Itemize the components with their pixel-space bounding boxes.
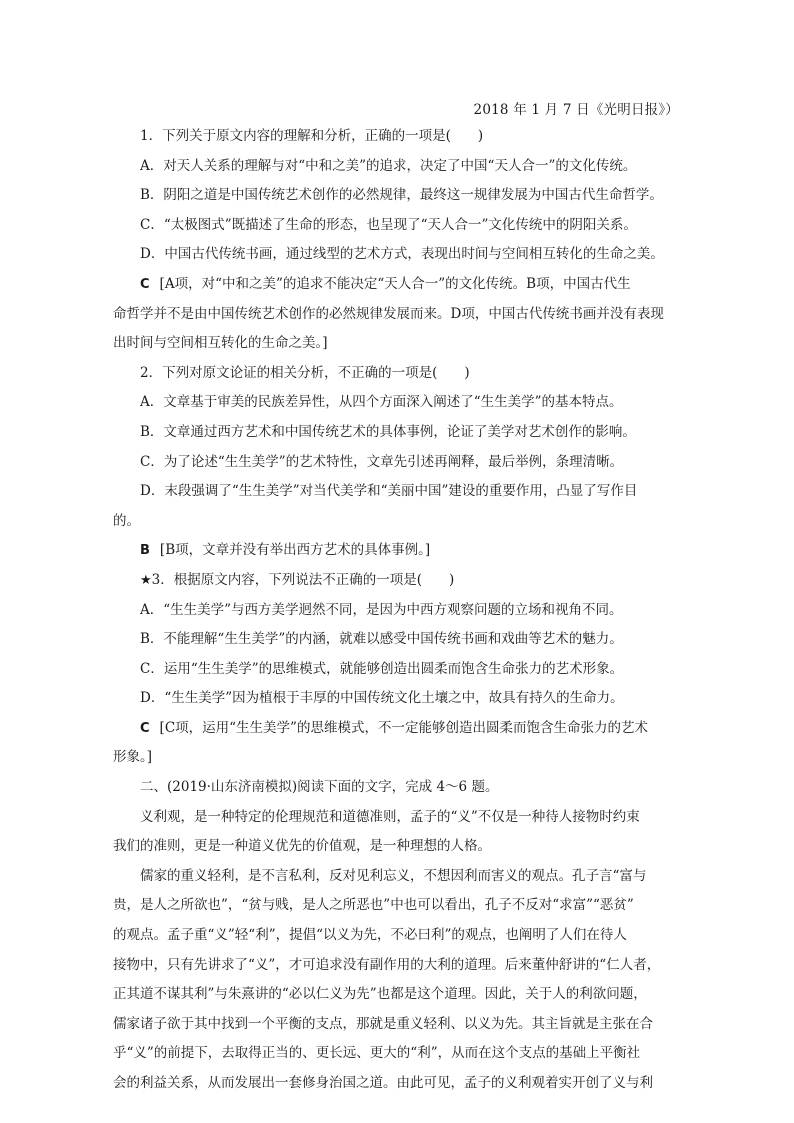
question-3-answer: C [140,720,150,736]
passage-p2-line-2: 贵，是人之所欲也”，“贫与贱，是人之所恶也”中也可以看出，孔子不反对“求富”“恶贫” [113,897,634,914]
passage-p2-line-3: 的观点。孟子重“义”轻“利”，提倡“以义为先，不必曰利”的观点，也阐明了人们在待人 [113,927,627,944]
passage-p2-line-7: 乎“义”的前提下，去取得正当的、更长远、更大的“利”，从而在这个支点的基础上平衡社 [113,1045,641,1062]
source-citation: 2018 年 1 月 7 日《光明日报》） [473,102,679,118]
question-3-stem-line [113,566,683,596]
question-1-stem: 1．下列关于原文内容的理解和分析，正确的一项是( ) [140,128,484,144]
passage-p2-line-1: 儒家的重义轻利，是不言私利，反对见利忘义，不想因利而害义的观点。孔子言“富与 [140,867,647,884]
question-1-explanation: [A项，对“中和之美”的追求不能决定“天人合一”的文化传统。B项，中国古代生 [159,275,631,292]
passage-p2-line-5: 正其道不谋其利”与朱熹讲的“必以仁义为先”也都是这个道理。因此，关于人的利欲问题， [113,986,647,1003]
question-2-explanation: [B项，文章并没有举出西方艺术的具体事例。] [159,542,431,559]
question-1-option-a: A．对天人关系的理解与对“中和之美”的追求，决定了中国“天人合一”的文化传统。 [140,157,637,174]
question-2-option-d: D．末段强调了“生生美学”对当代美学和“美丽中国”建设的重要作用，凸显了写作目 [140,483,638,500]
star-icon: ★ [140,572,152,588]
question-1-option-c: C．“太极图式”既描述了生命的形态，也呈现了“天人合一”文化传统中的阴阳关系。 [140,216,637,233]
passage-p2-line-6: 儒家诸子欲于其中找到一个平衡的支点，那就是重义轻利、以义为先。其主旨就是主张在合 [113,1015,653,1032]
question-3-answer-line [113,714,683,744]
question-3-explanation-line-2: 形象。] [113,749,153,766]
question-1-answer-line [113,270,683,300]
question-3-option-c: C．运用“生生美学”的思维模式，就能够创造出圆柔而饱含生命张力的艺术形象。 [140,660,624,677]
question-1-option-b: B．阴阳之道是中国传统艺术创作的必然规律，最终这一规律发展为中国古代生命哲学。 [140,187,663,204]
document-body [113,122,683,1099]
question-3-stem: 3．根据原文内容，下列说法不正确的一项是( ) [151,571,455,588]
question-3-explanation: [C项，运用“生生美学”的思维模式，不一定能够创造出圆柔而饱含生命张力的艺术 [159,719,648,736]
question-2-option-d-cont: 的。 [113,512,140,529]
question-3-option-b: B．不能理解“生生美学”的内涵，就难以感受中国传统书画和戏曲等艺术的魅力。 [140,631,623,648]
question-1-option-d: D．中国古代传统书画，通过线型的艺术方式，表现出时间与空间相互转化的生命之美。 [140,246,664,263]
passage-p1-line-1: 义利观，是一种特定的伦理规范和道德准则，孟子的“义”不仅是一种待人接物时约束 [140,808,640,825]
question-3-option-a: A．“生生美学”与西方美学迥然不同，是因为中西方观察问题的立场和视角不同。 [140,601,623,618]
question-2-stem: 2．下列对原文论证的相关分析，不正确的一项是( ) [140,364,470,381]
question-1-answer: C [140,276,150,292]
passage-p2-line-4: 接物中，只有先讲求了“义”，才可追求没有副作用的大利的道理。后来董仲舒讲的“仁人者， [113,956,661,973]
question-1-explanation-line-2: 命哲学并不是由中国传统艺术创作的必然规律发展而来。D项，中国古代传统书画并没有表现 [113,305,664,322]
question-2-option-a: A．文章基于审美的民族差异性，从四个方面深入阐述了“生生美学”的基本特点。 [140,394,623,411]
question-3-option-d: D．“生生美学”因为植根于丰厚的中国传统文化土壤之中，故具有持久的生命力。 [140,690,624,707]
question-2-answer: B [140,543,150,559]
section-2-heading: 二、(2019·山东济南模拟)阅读下面的文字，完成 4～6 题。 [140,779,499,796]
question-2-option-c: C．为了论述“生生美学”的艺术特性，文章先引述再阐释，最后举例，条理清晰。 [140,453,624,470]
passage-p2-line-8: 会的利益关系，从而发展出一套修身治国之道。由此可见，孟子的义利观着实开创了义与利 [113,1075,653,1091]
question-1-explanation-line-3: 出时间与空间相互转化的生命之美。] [113,335,328,352]
question-2-option-b: B．文章通过西方艺术和中国传统艺术的具体事例，论证了美学对艺术创作的影响。 [140,423,636,440]
question-2-answer-line [113,536,683,566]
passage-p1-line-2: 我们的准则，更是一种道义优先的价值观，是一种理想的人格。 [113,838,491,855]
